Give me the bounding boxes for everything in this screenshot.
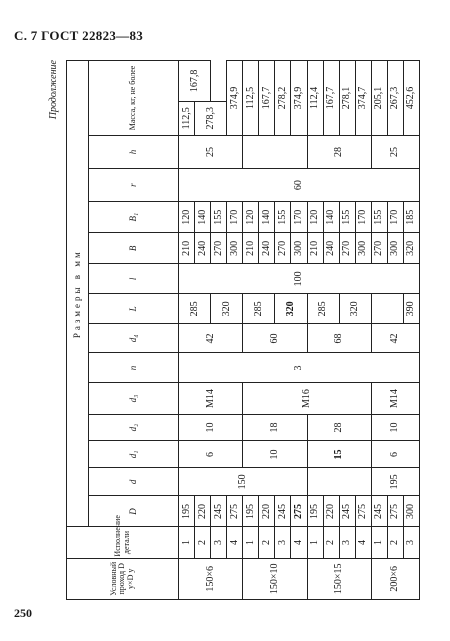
header-n: n [89,353,179,383]
mass-cell: 167,7 [323,61,339,136]
B-cell: 320 [403,233,419,264]
execution-cell: 2 [323,527,339,558]
header-B1: B₁ [89,202,179,233]
B-cell: 300 [291,233,307,264]
D-cell: 220 [323,496,339,527]
d1-cell: 10 [243,441,307,468]
d-cell [307,468,371,496]
execution-cell: 1 [307,527,323,558]
D-cell: 245 [371,496,387,527]
B-cell: 300 [355,233,371,264]
d1-cell: 15 [307,441,371,468]
B-cell: 240 [259,233,275,264]
execution-cell: 4 [227,527,243,558]
mass-cell: 452,6 [403,61,419,136]
B1-cell: 155 [339,202,355,233]
execution-cell: 3 [339,527,355,558]
n-cell: 3 [179,353,420,383]
group-label: 150×10 [243,558,307,599]
header-d: d [89,468,179,496]
L-cell: 285 [179,294,211,324]
execution-cell: 1 [179,527,195,558]
D-cell: 275 [291,496,307,527]
D-cell: 195 [243,496,259,527]
d3-cell: M14 [371,383,419,414]
l-cell: 100 [179,264,420,294]
B1-cell: 185 [403,202,419,233]
header-d2: d₂ [89,414,179,441]
B1-cell: 170 [227,202,243,233]
D-cell: 300 [403,496,419,527]
D-cell: 275 [387,496,403,527]
mass-cell: 112,5 [243,61,259,136]
group-label: 150×15 [307,558,371,599]
L-cell: 320 [211,294,243,324]
d2-cell: 10 [179,414,243,441]
mass-cell: 112,5 [179,101,195,135]
D-cell: 245 [275,496,291,527]
B1-cell: 170 [355,202,371,233]
header-r: r [89,169,179,202]
D-cell: 195 [307,496,323,527]
header-d4: d₄ [89,324,179,353]
header-execution: Исполнение детали [67,527,179,558]
h-cell: 25 [371,135,419,168]
header-h: h [89,135,179,168]
L-cell [371,294,403,324]
B1-cell: 155 [371,202,387,233]
header-d1: d₁ [89,441,179,468]
execution-cell: 2 [259,527,275,558]
L-cell: 320 [275,294,307,324]
B-cell: 210 [243,233,259,264]
B1-cell: 120 [307,202,323,233]
B-cell: 300 [387,233,403,264]
d1-cell: 6 [371,441,419,468]
D-cell: 275 [227,496,243,527]
B-cell: 270 [275,233,291,264]
h-cell [243,135,307,168]
header-nominal-bore: Условный проход D у×D у [67,558,179,599]
B-cell: 270 [371,233,387,264]
page-number: 250 [14,606,32,620]
mass-cell: 167,8 [179,61,211,102]
D-cell: 220 [259,496,275,527]
rotated-table-block [48,60,420,600]
r-cell: 60 [179,169,420,202]
h-cell: 25 [179,135,243,168]
execution-cell: 1 [371,527,387,558]
d4-cell: 60 [243,324,307,353]
mass-cell: 374,7 [355,61,371,136]
mass-cell: 278,2 [275,61,291,136]
group-label: 150×6 [179,558,243,599]
B-cell: 240 [195,233,211,264]
mass-cell: 267,3 [387,61,403,136]
d4-cell: 68 [307,324,371,353]
B1-cell: 155 [275,202,291,233]
d1-cell: 6 [179,441,243,468]
B1-cell: 140 [195,202,211,233]
D-cell: 220 [195,496,211,527]
mass-cell: 374,9 [227,61,243,136]
mass-cell: 278,3 [195,101,227,135]
D-cell: 275 [355,496,371,527]
execution-cell: 3 [275,527,291,558]
header-B: B [89,233,179,264]
execution-cell: 1 [243,527,259,558]
D-cell: 195 [179,496,195,527]
B-cell: 240 [323,233,339,264]
page-header: С. 7 ГОСТ 22823—83 [14,28,144,43]
L-cell: 285 [243,294,275,324]
D-cell: 245 [339,496,355,527]
d-cell: 195 [371,468,419,496]
d3-cell: M14 [179,383,243,414]
mass-cell: 374,9 [291,61,307,136]
execution-cell: 3 [211,527,227,558]
B-cell: 270 [211,233,227,264]
execution-cell: 3 [403,527,419,558]
mass-cell: 167,7 [259,61,275,136]
d3-cell: M16 [243,383,372,414]
header-L: L [89,294,179,324]
mass-cell: 278,1 [339,61,355,136]
d2-cell: 18 [243,414,307,441]
execution-cell: 2 [195,527,211,558]
B1-cell: 170 [387,202,403,233]
execution-cell: 4 [291,527,307,558]
header-mass: Масса, кг, не более [89,61,179,136]
d2-cell: 10 [371,414,419,441]
execution-cell: 2 [387,527,403,558]
d4-cell: 42 [179,324,243,353]
dimensions-table [66,60,420,600]
B1-cell: 170 [291,202,307,233]
B1-cell: 140 [323,202,339,233]
B1-cell: 120 [179,202,195,233]
h-cell: 28 [307,135,371,168]
B1-cell: 140 [259,202,275,233]
continuation-label: Продолжение [48,60,59,120]
header-group-dimensions: Размеры в мм [67,61,89,527]
L-cell: 285 [307,294,339,324]
d4-cell: 42 [371,324,419,353]
mass-cell: 112,4 [307,61,323,136]
header-l: l [89,264,179,294]
header-d3: d₃ [89,383,179,414]
execution-cell: 4 [355,527,371,558]
mass-cell: 205,1 [371,61,387,136]
D-cell: 245 [211,496,227,527]
d-cell: 150 [179,468,308,496]
B-cell: 210 [179,233,195,264]
B1-cell: 120 [243,202,259,233]
B-cell: 300 [227,233,243,264]
B-cell: 210 [307,233,323,264]
B1-cell: 155 [211,202,227,233]
B-cell: 270 [339,233,355,264]
header-D: D [89,496,179,527]
group-label: 200×6 [371,558,419,599]
L-cell: 320 [339,294,371,324]
L-cell: 390 [403,294,419,324]
d2-cell: 28 [307,414,371,441]
